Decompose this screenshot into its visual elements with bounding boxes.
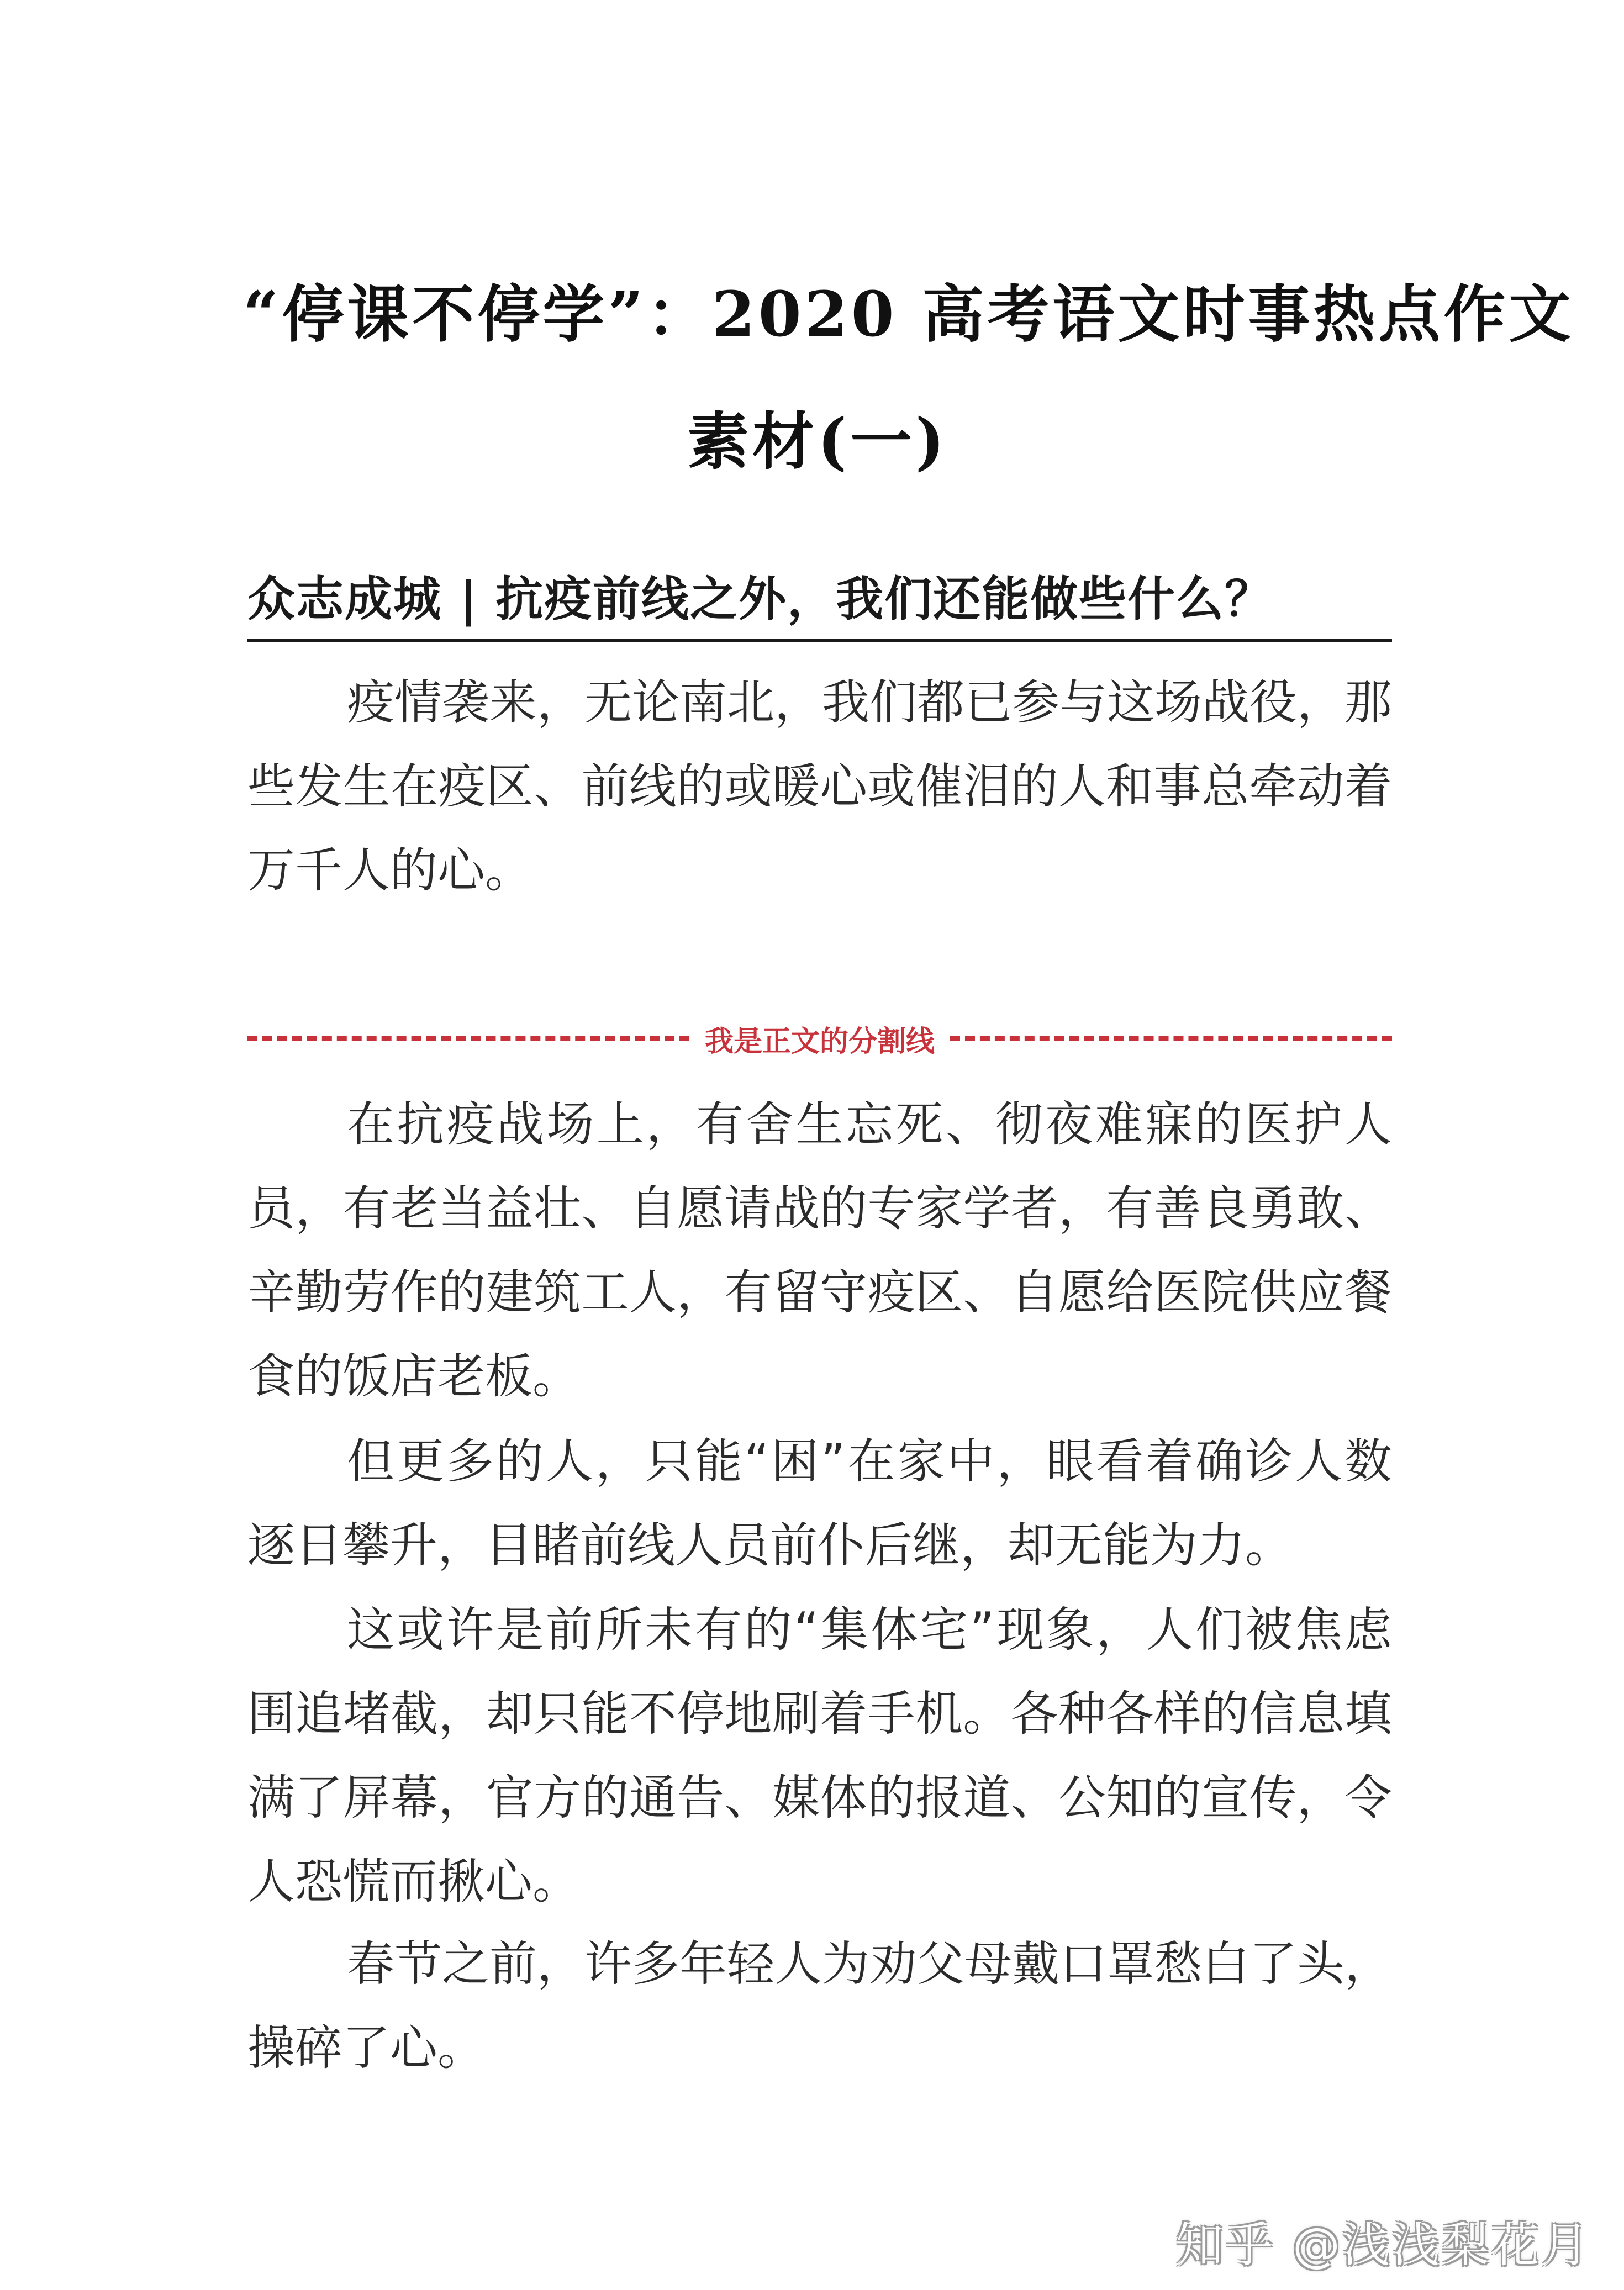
document-title-line-1: “停课不停学”：2020 高考语文时事热点作文 (243, 278, 1574, 351)
paragraph-2: 在抗疫战场上，有舍生忘死、彻夜难寐的医护人员，有老当益壮、自愿请战的专家学者，有善良勇敢、辛勤劳作的建筑工人，有留守疫区、自愿给医院供应餐食的饭店老板。 (247, 1097, 1392, 1404)
divider-dash-left (247, 1036, 689, 1041)
paragraph-4: 这或许是前所未有的“集体宅”现象，人们被焦虑围追堵截，却只能不停地刷着手机。各种各样的信息填满了屏幕，官方的通告、媒体的报道、公知的宣传，令人恐慌而揪心。 (247, 1602, 1392, 1909)
paragraph-3: 但更多的人，只能“困”在家中，眼看着确诊人数逐日攀升，目睹前线人员前仆后继，却无能为力。 (247, 1434, 1392, 1573)
paragraph-1: 疫情袭来，无论南北，我们都已参与这场战役，那些发生在疫区、前线的或暖心或催泪的人和事总牵动着万千人的心。 (247, 675, 1392, 898)
paragraph-5: 春节之前，许多年轻人为劝父母戴口罩愁白了头，操碎了心。 (247, 1937, 1392, 2076)
zhihu-watermark: 知乎 @浅浅梨花月 (1175, 2218, 1591, 2273)
divider-label: 我是正文的分割线 (705, 1025, 935, 1058)
divider-dash-right (950, 1036, 1392, 1041)
section-divider (247, 1016, 1392, 1060)
section-subtitle: 众志成城 | 抗疫前线之外，我们还能做些什么？ (247, 561, 1392, 642)
document-title-line-2: 素材(一) (687, 405, 948, 478)
